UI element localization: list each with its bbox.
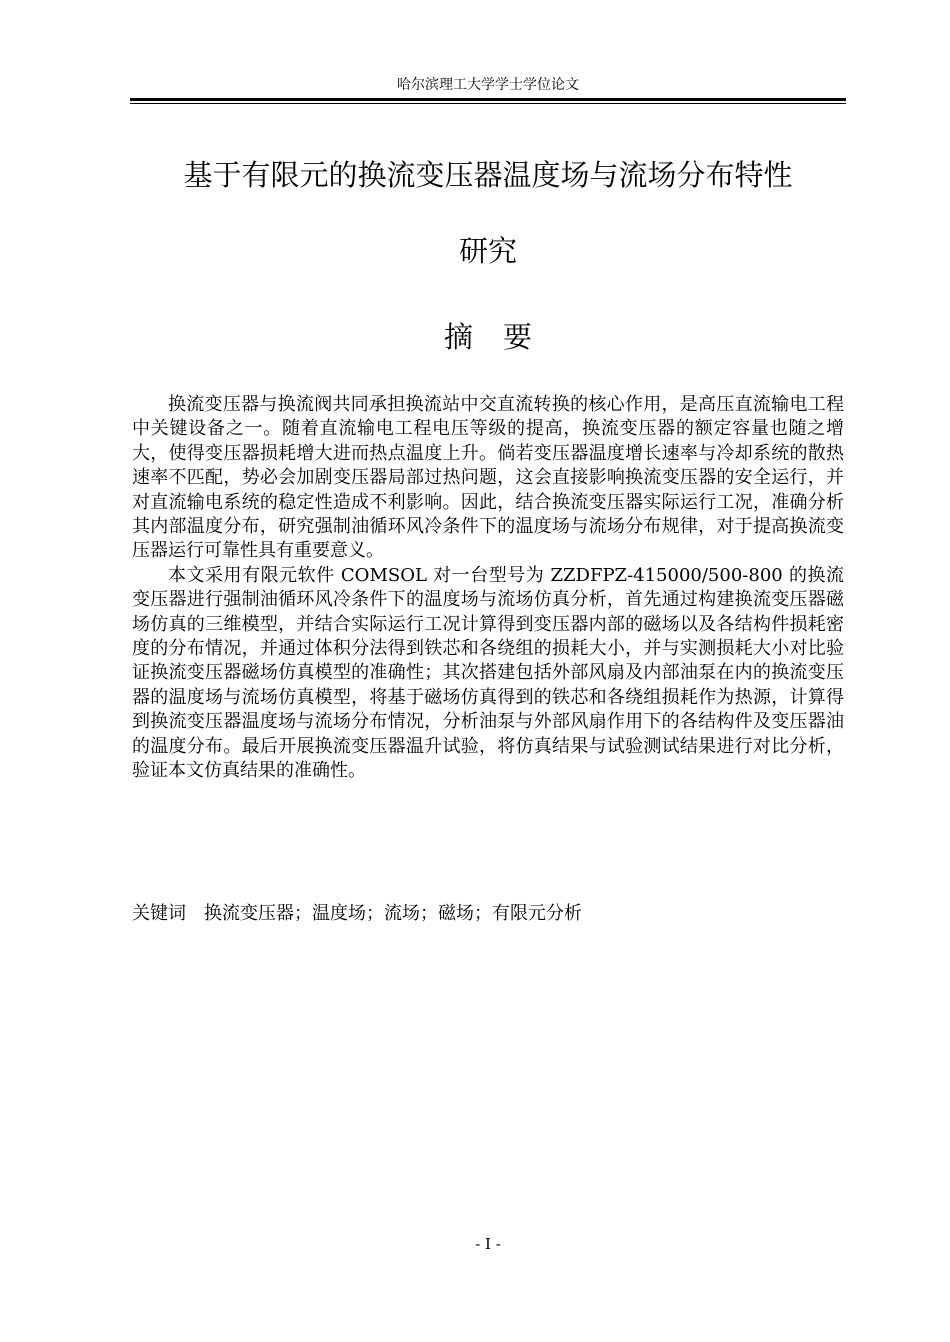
header-rule-thin — [130, 103, 846, 104]
running-header: 哈尔滨理工大学学士学位论文 — [397, 77, 579, 93]
abstract-heading: 摘要 — [443, 320, 562, 354]
abstract-paragraph-2: 本文采用有限元软件 COMSOL 对一台型号为 ZZDFPZ-415000/500-800 的换流变压器进行强制油循环风冷条件下的温度场与流场仿真分析，首先通过构建换流变压器磁场仿真的三维模型，并结合实际运行工况计算得到变压器内部的磁场以及各结构件损耗密度的分布情况，并通过体积分法得到铁芯和各绕组的损耗大小，并与实测损耗大小对比验证换流变压器磁场仿真模型的准确性；其次搭建包括外部风扇及内部油泵在内的换流变压器的温度场与流场仿真模型，将基于磁场仿真得到的铁芯和各绕组损耗作为热源，计算得到换流变压器温度场与流场分布情况，分析油泵与外部风扇作用下的各结构件及变压器油的温度分布。最后开展换流变压器温升试验，将仿真结果与试验测试结果进行对比分析，验证本文仿真结果的准确性。 — [132, 564, 844, 782]
keywords-line — [132, 902, 844, 926]
keywords-label: 关键词 — [132, 903, 186, 924]
header-rule-thick — [130, 98, 846, 101]
abstract-body — [132, 393, 844, 784]
abstract-paragraph-1: 换流变压器与换流阀共同承担换流站中交直流转换的核心作用，是高压直流输电工程中关键设备之一。随着直流输电工程电压等级的提高，换流变压器的额定容量也随之增大，使得变压器损耗增大进而热点温度上升。倘若变压器温度增长速率与冷却系统的散热速率不匹配，势必会加剧变压器局部过热问题，这会直接影响换流变压器的安全运行，并对直流输电系统的稳定性造成不利影响。因此，结合换流变压器实际运行工况，准确分析其内部温度分布，研究强制油循环风冷条件下的温度场与流场分布规律，对于提高换流变压器运行可靠性具有重要意义。 — [132, 394, 844, 562]
thesis-title-line1: 基于有限元的换流变压器温度场与流场分布特性 — [183, 158, 793, 192]
page-number: - I - — [475, 1235, 501, 1253]
keywords-text: 换流变压器；温度场；流场；磁场；有限元分析 — [204, 903, 582, 924]
thesis-title-line2: 研究 — [458, 234, 517, 268]
